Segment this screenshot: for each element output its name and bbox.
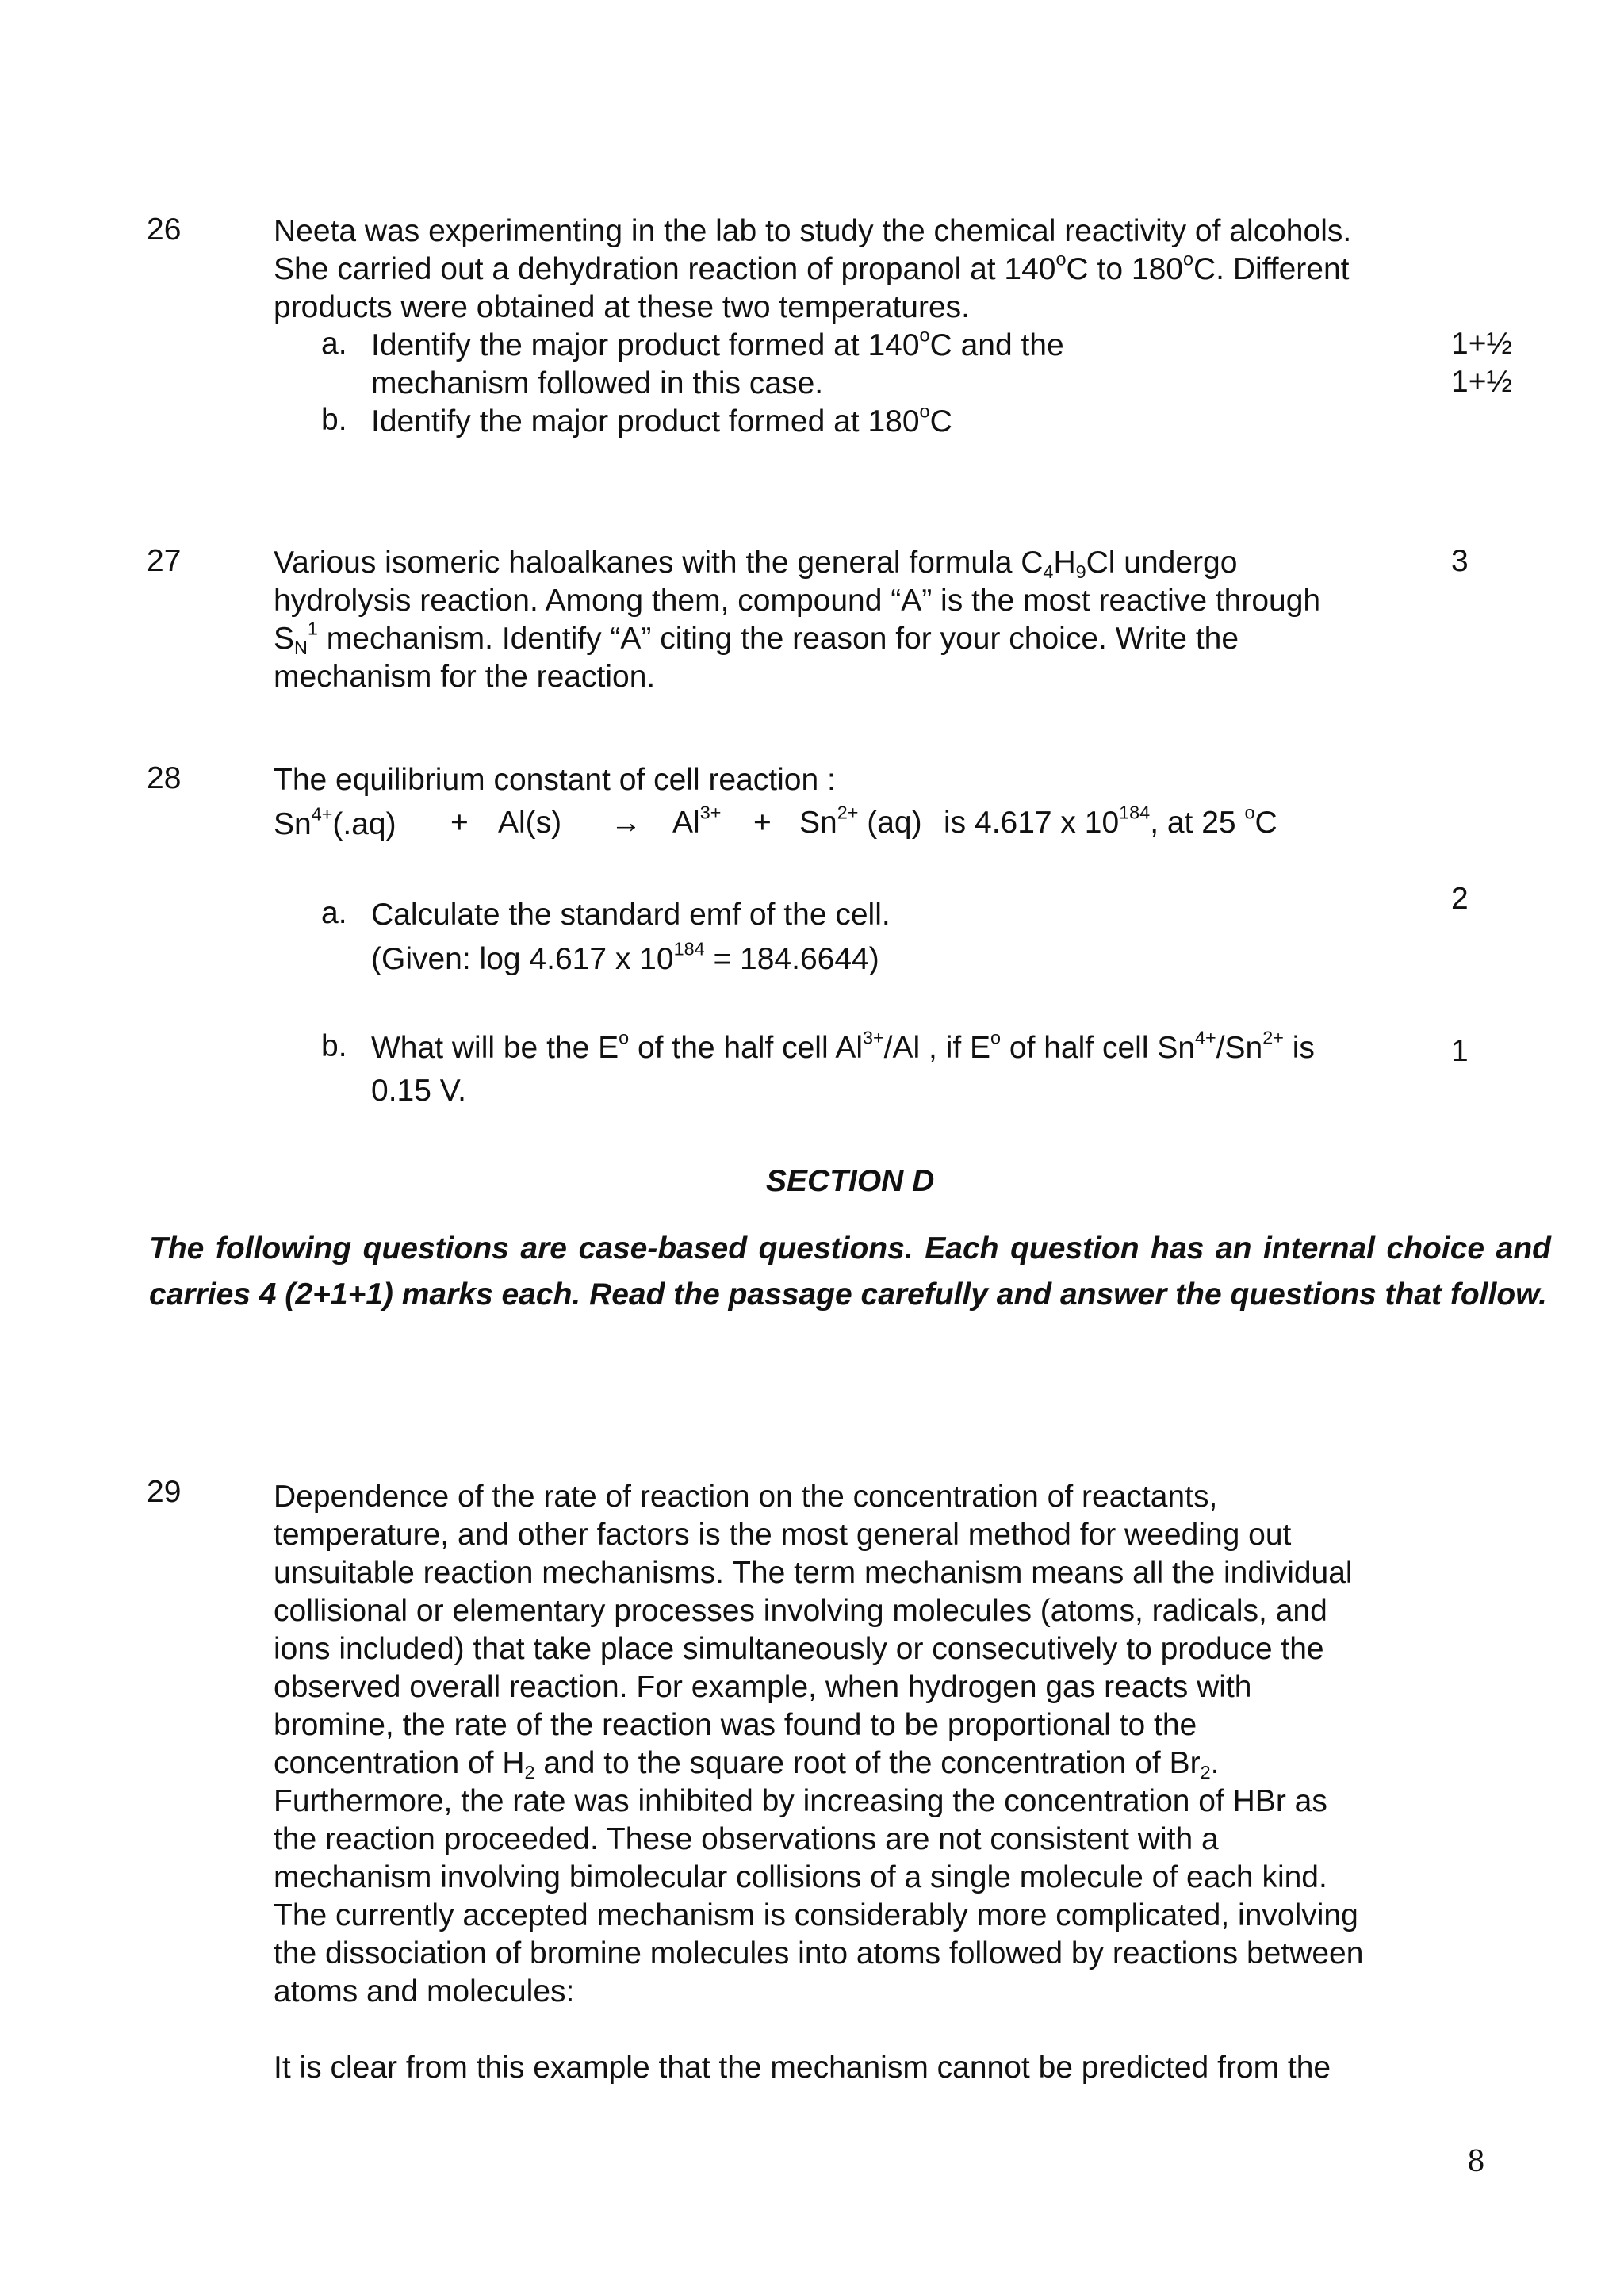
q28-eq-arrow: →: [611, 806, 642, 840]
question-number-28: 28: [147, 761, 182, 795]
question-number-29: 29: [147, 1475, 182, 1509]
q29-line-15: It is clear from this example that the mechanism cannot be predicted from the: [274, 2051, 1331, 2085]
page-number: 8: [1467, 2146, 1485, 2178]
q29-line-14: atoms and molecules:: [274, 1974, 575, 2009]
section-instructions: The following questions are case-based questions. Each question has an internal choice and carries 4 (2+1+1) marks each. Read the passage carefully and answer the questions that follow.: [149, 1231, 1551, 1312]
q28-eq-al: Al(s): [498, 806, 562, 840]
q27-line-1: Various isomeric haloalkanes with the general formula $C_4H_9Cl$ undergo: [274, 546, 1238, 583]
q29-line-7: bromine, the rate of the reaction was found to be proportional to the: [274, 1708, 1197, 1742]
q28-part-b-line-1: What will be the $E^o$ of the half cell $Al^{3+}/Al$ , if $E^o$ of half cell $Sn^{4+}/Sn^{2+}$ is: [371, 1027, 1315, 1065]
q29-line-5: ions included) that take place simultaneously or consecutively to produce the: [274, 1632, 1324, 1666]
q28-part-a-line-2: (Given: log 4.617 x $10^{184} = 184.6644$): [371, 938, 879, 976]
q28-part-b-label: b.: [321, 1029, 347, 1063]
q29-line-4: collisional or elementary processes involving molecules (atoms, radicals, and: [274, 1594, 1327, 1628]
q26-part-b-line-1: Identify the major product formed at 180$^o$C: [371, 400, 952, 439]
q28-equation: $Sn^{4+}(.aq)$: [274, 803, 396, 841]
q29-line-8: concentration of $H_2$ and to the square root of the concentration of $Br_2$.: [274, 1746, 1220, 1783]
q26-marks-b: 1+½: [1451, 365, 1512, 399]
q27-line-4: mechanism for the reaction.: [274, 660, 656, 694]
q29-line-9: Furthermore, the rate was inhibited by increasing the concentration of HBr as: [274, 1784, 1327, 1818]
q29-line-6: observed overall reaction. For example, when hydrogen gas reacts with: [274, 1670, 1252, 1704]
q29-line-12: The currently accepted mechanism is considerably more complicated, involving: [274, 1898, 1358, 1932]
q28-part-a-label: a.: [321, 896, 347, 930]
question-number-26: 26: [147, 213, 182, 247]
q26-part-a-line-2: mechanism followed in this case.: [371, 366, 824, 400]
q28-eq-al3: $Al^{3+}$: [672, 802, 722, 840]
q28-marks-b: 1: [1451, 1034, 1469, 1068]
section-title: SECTION D: [766, 1164, 935, 1198]
q26-part-a-line-1: Identify the major product formed at 140$^o$C and the: [371, 324, 1064, 362]
q28-part-b-line-2: 0.15 V.: [371, 1074, 467, 1108]
q26-line-1: Neeta was experimenting in the lab to study the chemical reactivity of alcohols.: [274, 214, 1352, 248]
q29-line-1: Dependence of the rate of reaction on the concentration of reactants,: [274, 1480, 1218, 1514]
q29-line-2: temperature, and other factors is the most general method for weeding out: [274, 1518, 1292, 1552]
q29-line-3: unsuitable reaction mechanisms. The term mechanism means all the individual: [274, 1556, 1353, 1590]
q28-part-a-line-1: Calculate the standard emf of the cell.: [371, 898, 891, 932]
q28-eq-sn2: $Sn^{2+}$ (aq): [799, 802, 922, 840]
q29-line-13: the dissociation of bromine molecules into atoms followed by reactions between: [274, 1936, 1364, 1970]
q26-part-b-label: b.: [321, 403, 347, 437]
q27-line-2: hydrolysis reaction. Among them, compound “A” is the most reactive through: [274, 584, 1321, 618]
q26-marks-a: 1+½: [1451, 327, 1512, 361]
q28-eq-plus-1: +: [450, 806, 469, 840]
q26-line-3: products were obtained at these two temperatures.: [274, 290, 970, 324]
q27-line-3: $S_N^1$ mechanism. Identify “A” citing the reason for your choice. Write the: [274, 618, 1239, 659]
q26-part-a-label: a.: [321, 327, 347, 361]
q29-line-11: mechanism involving bimolecular collisions of a single molecule of each kind.: [274, 1860, 1327, 1894]
q27-marks: 3: [1451, 544, 1469, 578]
q28-eq-plus-2: +: [753, 806, 772, 840]
q28-marks-a: 2: [1451, 882, 1469, 916]
question-number-27: 27: [147, 544, 182, 578]
q28-line-1: The equilibrium constant of cell reaction :: [274, 763, 836, 797]
q28-eq-constant: is 4.617 x $10^{184}$, at 25 $^o$C: [944, 802, 1277, 840]
q29-line-10: the reaction proceeded. These observations are not consistent with a: [274, 1822, 1219, 1856]
q26-line-2: She carried out a dehydration reaction of propanol at 140$^o$C to 180$^o$C. Different: [274, 248, 1350, 286]
